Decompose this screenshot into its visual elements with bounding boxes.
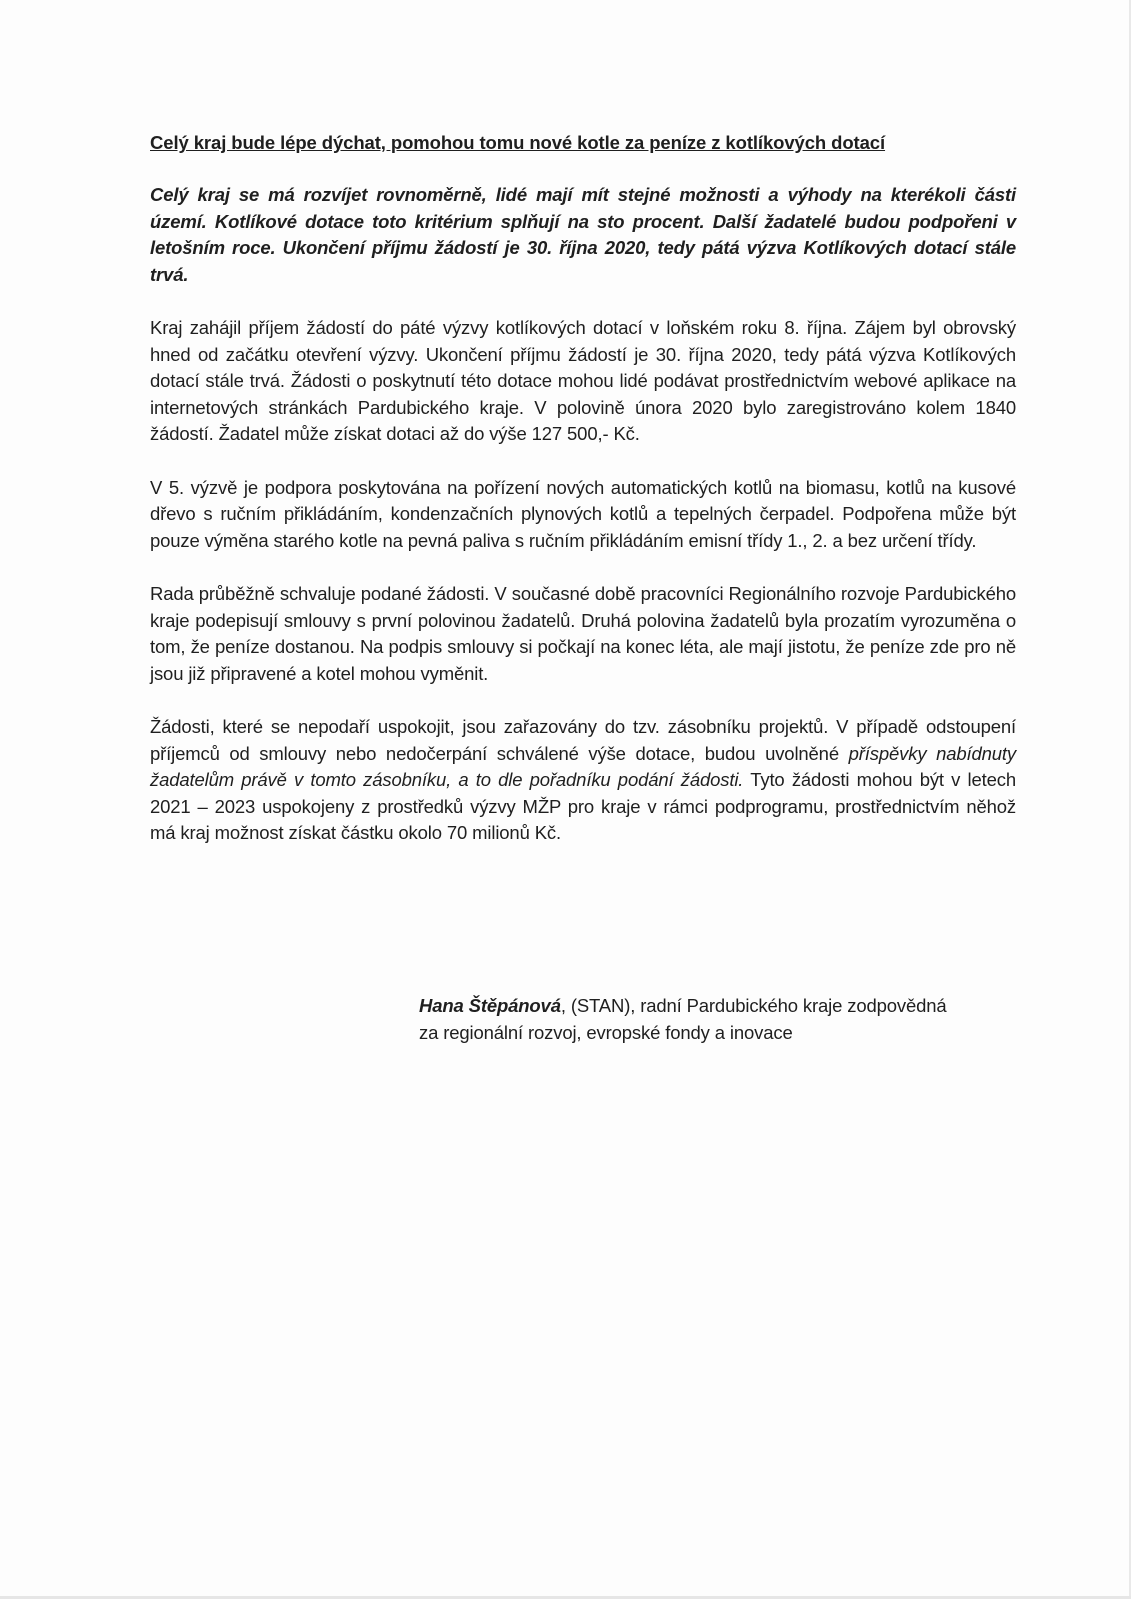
- document-body: [150, 131, 1016, 874]
- body-paragraph-1: Kraj zahájil příjem žádostí do páté výzvy kotlíkových dotací v loňském roku 8. října. Zájem byl obrovský hned od začátku otevření výzvy. Ukončení příjmu žádostí je 30. října 2020, tedy pátá výzva Kotlíkových dotací stále trvá. Žádosti o poskytnutí této dotace mohou lidé podávat prostřednictvím webové aplikace na internetových stránkách Pardubického kraje. V polovině února 2020 bylo zaregistrováno kolem 1840 žádostí. Žadatel může získat dotaci až do výše 127 500,- Kč.: [150, 317, 1016, 444]
- signature-line-2: za regionální rozvoj, evropské fondy a inovace: [419, 1021, 793, 1043]
- document-title: Celý kraj bude lépe dýchat, pomohou tomu nové kotle za peníze z kotlíkových dotací: [150, 132, 886, 153]
- signature-block: [419, 993, 1039, 1046]
- lead-paragraph: Celý kraj se má rozvíjet rovnoměrně, lidé mají mít stejné možnosti a výhody na kterékoli části území. Kotlíkové dotace toto kritérium splňují na sto procent. Další žadatelé budou podpořeni v letošním roce. Ukončení příjmu žádostí je 30. října 2020, tedy pátá výzva Kotlíkových dotací stále trvá.: [150, 184, 1016, 285]
- body-paragraph-3: Rada průběžně schvaluje podané žádosti. V současné době pracovníci Regionálního rozvoje Pardubického kraje podepisují smlouvy s první polovinou žadatelů. Druhá polovina žadatelů byla prozatím vyrozuměna o tom, že peníze dostanou. Na podpis smlouvy si počkají na konec léta, ale mají jistotu, že peníze zde pro ně jsou již připravené a kotel mohou vyměnit.: [150, 583, 1016, 684]
- body-paragraph-4-part1: Žádosti, které se nepodaří uspokojit, jsou zařazovány do tzv. zásobníku projektů. V případě odstoupení příjemců od smlouvy nebo nedočerpání schválené výše dotace, budou uvolněné: [150, 716, 1016, 764]
- body-paragraph-4-italic: příspěvky nabídnuty žadatelům právě v tomto zásobníku, a to dle pořadníku podání žádosti.: [150, 742, 1016, 790]
- signature-role: , (STAN), radní Pardubického kraje zodpovědná: [560, 995, 947, 1016]
- body-paragraph-4: [150, 714, 1016, 847]
- signature-name: Hana Štěpánová: [419, 995, 561, 1016]
- signature-line-1: [419, 993, 1039, 1020]
- body-paragraph-4-part2: Tyto žádosti mohou být v letech 2021 – 2023 uspokojeny z prostředků výzvy MŽP pro kraje v rámci podprogramu, prostřednictvím něhož má kraj možnost získat částku okolo 70 milionů Kč.: [150, 769, 1016, 843]
- body-paragraph-2: V 5. výzvě je podpora poskytována na pořízení nových automatických kotlů na biomasu, kotlů na kusové dřevo s ručním přikládáním, kondenzačních plynových kotlů a tepelných čerpadel. Podpořena může být pouze výměna starého kotle na pevná paliva s ručním přikládáním emisní třídy 1., 2. a bez určení třídy.: [150, 476, 1016, 551]
